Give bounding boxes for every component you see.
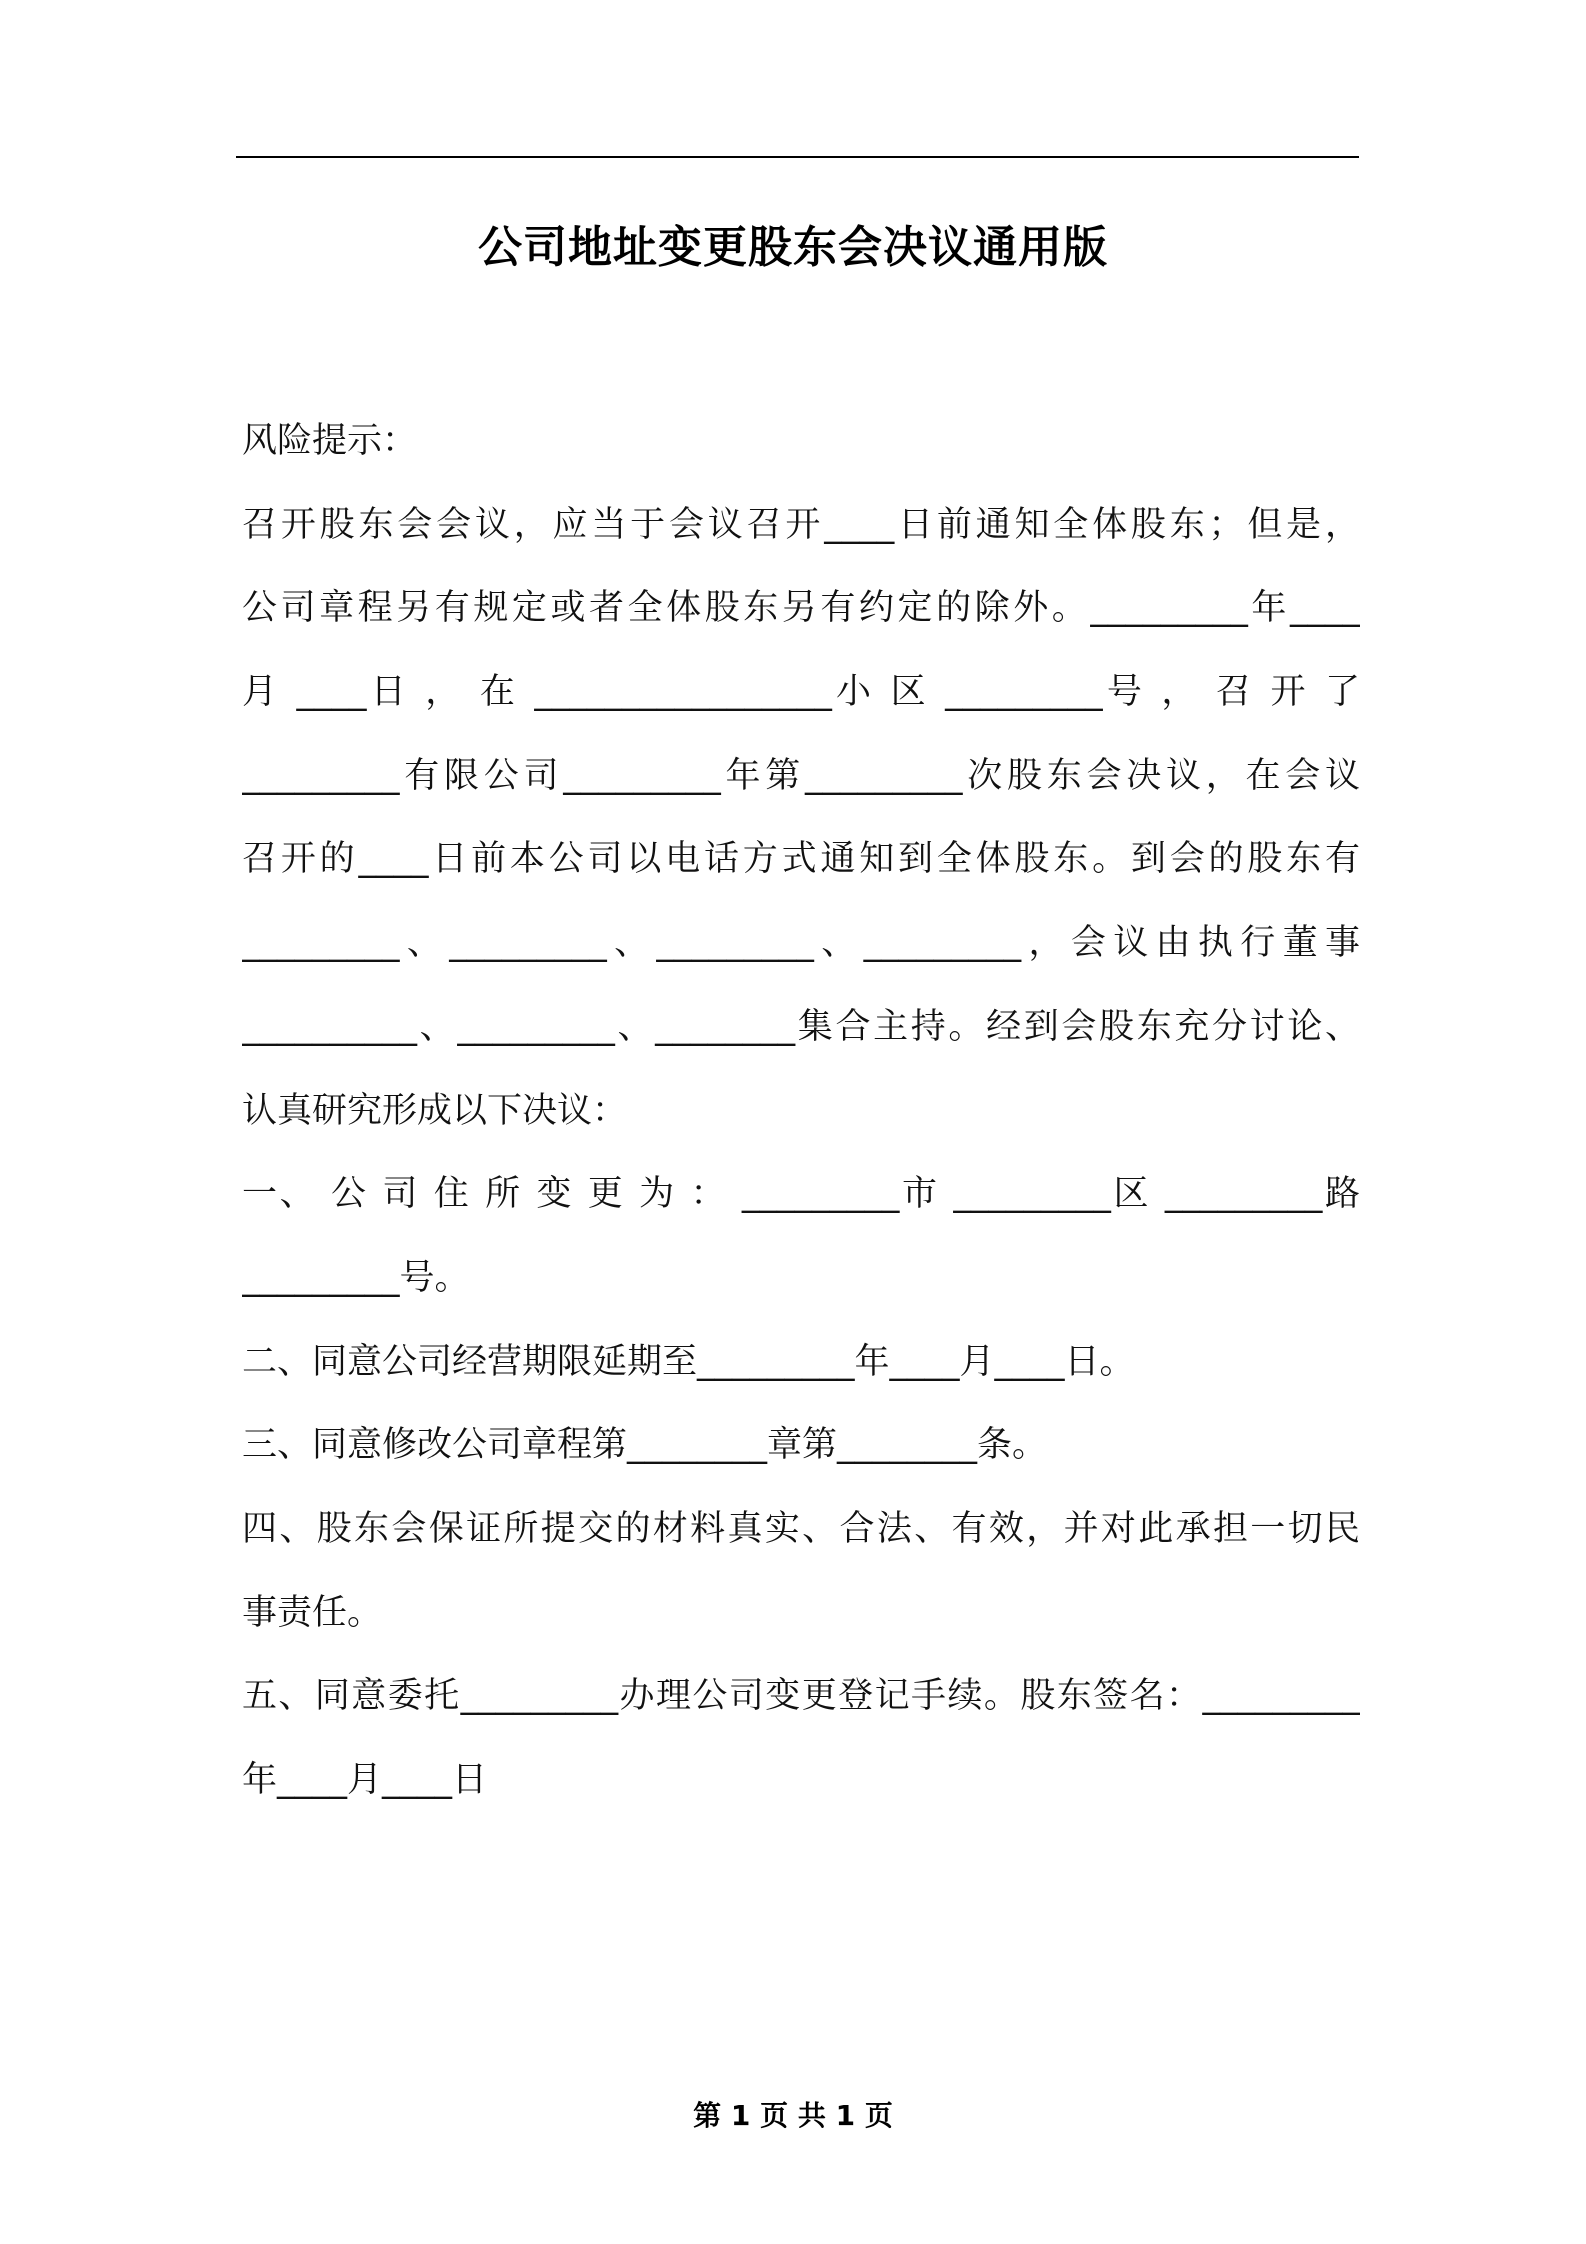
body-line-1: 召开股东会会议，应当于会议召开____日前通知全体股东；但是， [242,504,1360,545]
body-line-6: _________、_________、_________、_________，会议由执行董事 [242,923,1360,964]
resolution-item-1-continued: _________号。 [242,1257,470,1298]
resolution-item-4-continued: 事责任。 [242,1592,383,1633]
body-line-8: 认真研究形成以下决议： [242,1090,628,1131]
body-line-2: 公司章程另有规定或者全体股东另有约定的除外。_________年____ [242,588,1360,629]
resolution-item-4: 四、股东会保证所提交的材料真实、合法、有效，并对此承担一切民 [242,1508,1360,1549]
resolution-item-2: 二、同意公司经营期限延期至_________年____月____日。 [242,1341,1135,1382]
page-number: 第 1 页 共 1 页 [693,2099,893,2132]
resolution-item-5: 五、同意委托_________办理公司变更登记手续。股东签名：_________ [242,1676,1360,1717]
body-line-3: 月 ____日 ， 在 _________________小 区 _________号 ， 召 开 了 [242,672,1360,713]
signature-date-line: 年____月____日 [242,1760,488,1800]
risk-notice-heading: 风险提示： [242,421,418,461]
document-title: 公司地址变更股东会决议通用版 [478,222,1108,273]
body-line-7: __________、_________、________集合主持。经到会股东充分讨论、 [242,1006,1360,1047]
resolution-item-3: 三、同意修改公司章程第________章第________条。 [242,1425,1048,1466]
body-line-5: 召开的____日前本公司以电话方式通知到全体股东。到会的股东有 [242,839,1360,880]
document-body [242,400,1360,1823]
body-line-4: _________有限公司_________年第_________次股东会决议，在会议 [242,755,1360,796]
header-rule [236,156,1359,158]
resolution-item-1: 一、 公 司 住 所 变 更 为 ： _________市 _________区 _________路 [242,1174,1360,1215]
